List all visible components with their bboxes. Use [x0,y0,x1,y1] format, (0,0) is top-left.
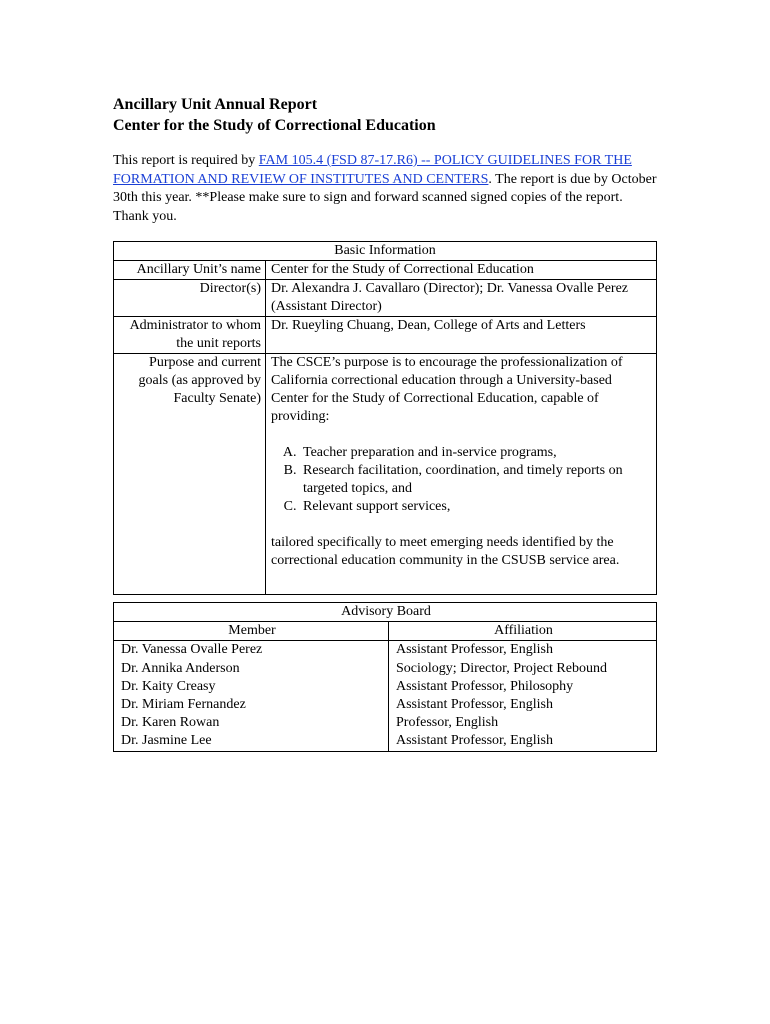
list-item: B. Research facilitation, coordination, and timely reports on targeted topics, and [300,462,651,498]
intro-prefix: This report is required by [113,153,259,168]
member-name: Dr. Jasmine Lee [114,732,389,751]
basic-information-table [113,241,657,595]
affiliation-column-header: Affiliation [389,622,657,641]
directors-value: Dr. Alexandra J. Cavallaro (Director); Dr. Vanessa Ovalle Perez (Assistant Director) [266,280,657,317]
purpose-outro: tailored specifically to meet emerging needs identified by the correctional education community in the CSUSB service area. [271,535,620,568]
purpose-value [266,354,657,595]
advisory-board-table [113,602,657,752]
member-affiliation: Professor, English [389,714,657,732]
table-row [114,641,657,660]
purpose-list [271,444,651,516]
administrator-label: Administrator to whom the unit reports [114,317,266,354]
table-row [114,261,657,280]
member-name: Dr. Vanessa Ovalle Perez [114,641,389,660]
administrator-value: Dr. Rueyling Chuang, Dean, College of Arts and Letters [266,317,657,354]
member-affiliation: Assistant Professor, Philosophy [389,678,657,696]
table-row [114,280,657,317]
member-name: Dr. Karen Rowan [114,714,389,732]
purpose-label: Purpose and current goals (as approved by Faculty Senate) [114,354,266,595]
table-header-row [114,622,657,641]
table-row [114,660,657,678]
member-name: Dr. Annika Anderson [114,660,389,678]
list-item: A. Teacher preparation and in-service programs, [300,444,651,462]
table-row [114,732,657,751]
member-column-header: Member [114,622,389,641]
member-affiliation: Assistant Professor, English [389,641,657,660]
intro-paragraph [113,152,658,226]
unit-name-label: Ancillary Unit’s name [114,261,266,280]
member-affiliation: Assistant Professor, English [389,696,657,714]
table-row [114,317,657,354]
list-item: C. Relevant support services, [300,498,651,516]
member-name: Dr. Kaity Creasy [114,678,389,696]
purpose-intro: The CSCE’s purpose is to encourage the professionalization of California correctional education through a University-based Center for the Study of Correctional Education, capable of providing: [271,355,623,424]
member-affiliation: Assistant Professor, English [389,732,657,751]
table-row [114,696,657,714]
policy-guidelines-link[interactable]: FAM 105.4 (FSD 87-17.R6) -- POLICY GUIDELINES FOR THE FORMATION AND REVIEW OF INSTITUTES AND CENTERS [113,153,632,187]
member-affiliation: Sociology; Director, Project Rebound [389,660,657,678]
report-title: Ancillary Unit Annual Report [113,96,318,113]
unit-name-value: Center for the Study of Correctional Education [266,261,657,280]
intro-suffix: . The report is due by October 30th this year. **Please make sure to sign and forward scanned signed copies of the report. Thank you. [113,171,657,224]
center-title: Center for the Study of Correctional Education [113,117,436,134]
table-row [114,714,657,732]
table-row [114,678,657,696]
basic-information-heading: Basic Information [114,242,657,261]
directors-label: Director(s) [114,280,266,317]
advisory-board-heading: Advisory Board [114,603,657,622]
member-name: Dr. Miriam Fernandez [114,696,389,714]
table-row [114,354,657,595]
